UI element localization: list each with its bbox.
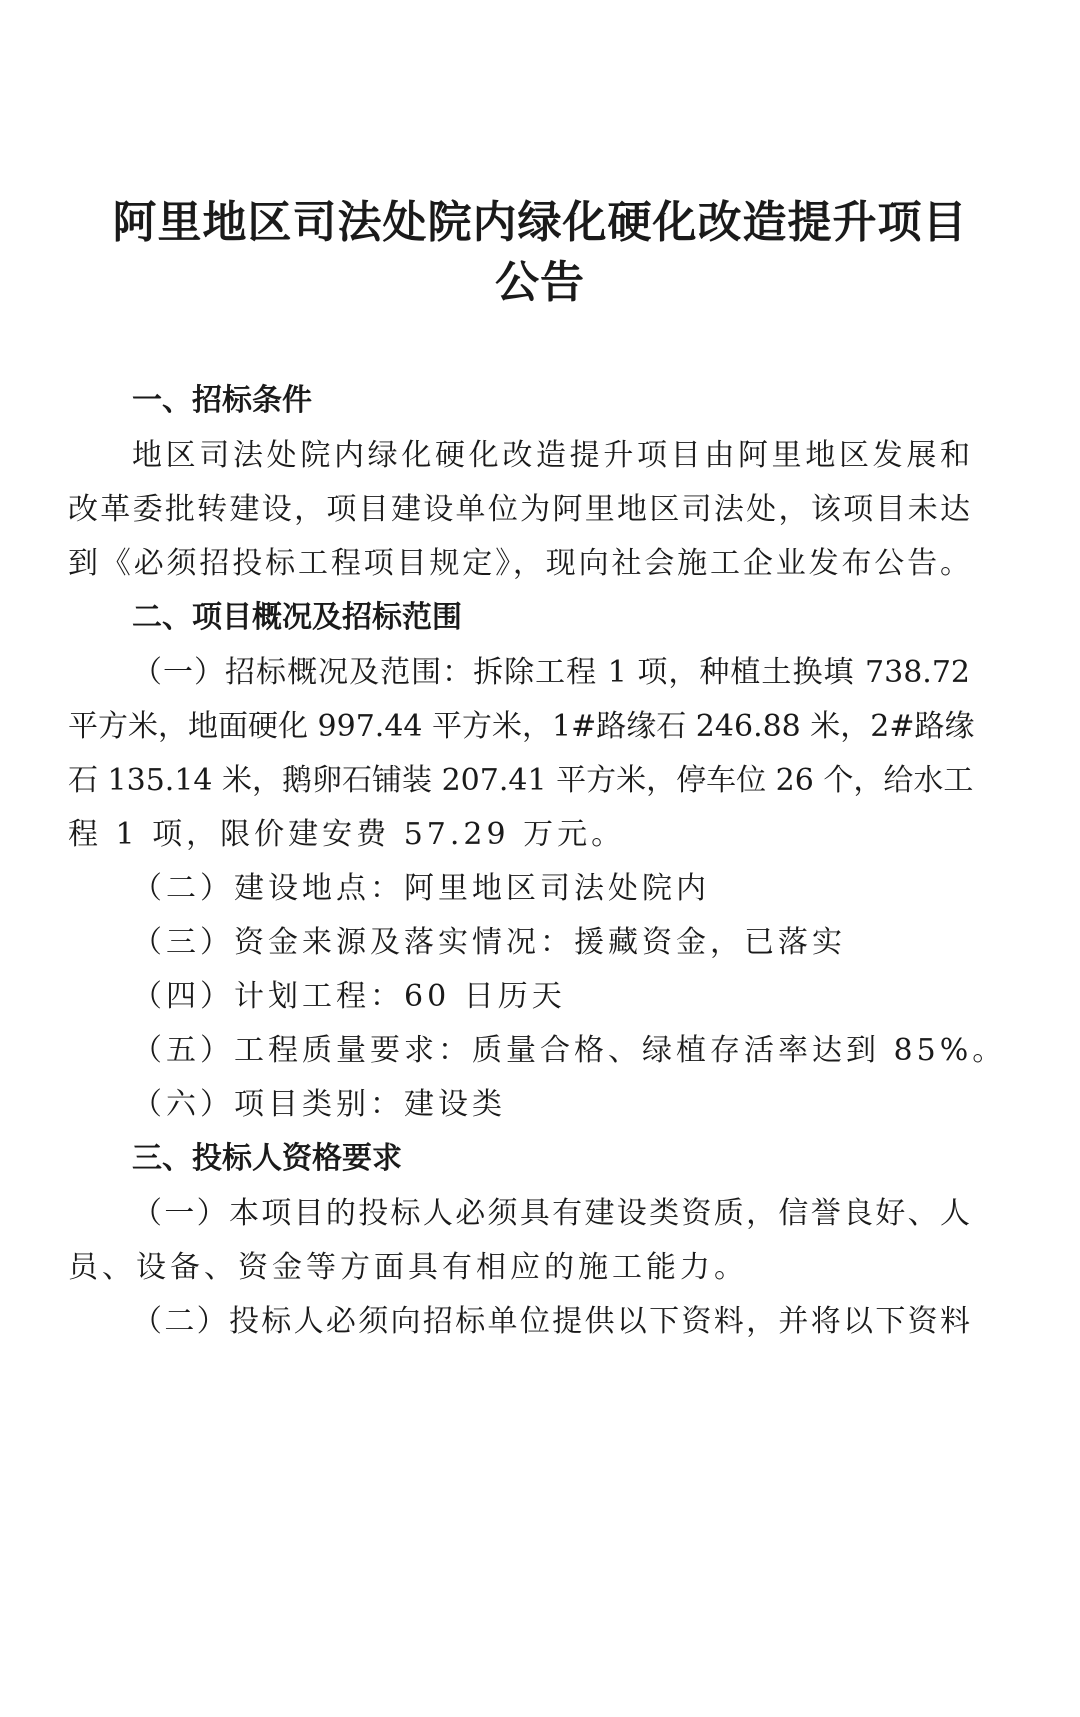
section-2-item-6: （六）项目类别：建设类 [132,1087,506,1122]
section-1-paragraph-line: 改革委批转建设，项目建设单位为阿里地区司法处，该项目未达 [68,492,970,527]
section-2-item-1-line: 程 1 项，限价建安费 57.29 万元。 [68,817,626,852]
section-3-item-2: （二）投标人必须向招标单位提供以下资料，并将以下资料 [132,1304,970,1339]
section-3-heading: 三、投标人资格要求 [132,1141,402,1176]
section-2-item-4: （四）计划工程：60 日历天 [132,979,566,1014]
section-3-item-1-line: （一）本项目的投标人必须具有建设类资质，信誉良好、人 [132,1196,970,1231]
section-2-item-5: （五）工程质量要求：质量合格、绿植存活率达到 85%。 [132,1033,1007,1068]
section-2-heading: 二、项目概况及招标范围 [132,600,462,635]
section-2-item-1-line: （一）招标概况及范围：拆除工程 1 项，种植土换填 738.72 [132,655,970,690]
section-3-item-1-line: 员、设备、资金等方面具有相应的施工能力。 [68,1250,748,1285]
section-2-item-1-line: 平方米，地面硬化 997.44 平方米，1#路缘石 246.88 米，2#路缘 [68,709,975,744]
section-1-paragraph-line: 地区司法处院内绿化硬化改造提升项目由阿里地区发展和 [132,438,970,473]
document-title-line-2: 公告 [495,257,585,308]
section-2-item-3: （三）资金来源及落实情况：援藏资金，已落实 [132,925,846,960]
section-2-item-1-line: 石 135.14 米，鹅卵石铺装 207.41 平方米，停车位 26 个，给水工 [68,763,974,798]
section-1-paragraph-line: 到《必须招投标工程项目规定》，现向社会施工企业发布公告。 [68,546,970,581]
section-2-item-2: （二）建设地点：阿里地区司法处院内 [132,871,710,906]
document-title-line-1: 阿里地区司法处院内绿化硬化改造提升项目 [112,197,968,248]
section-1-heading: 一、招标条件 [132,383,312,418]
